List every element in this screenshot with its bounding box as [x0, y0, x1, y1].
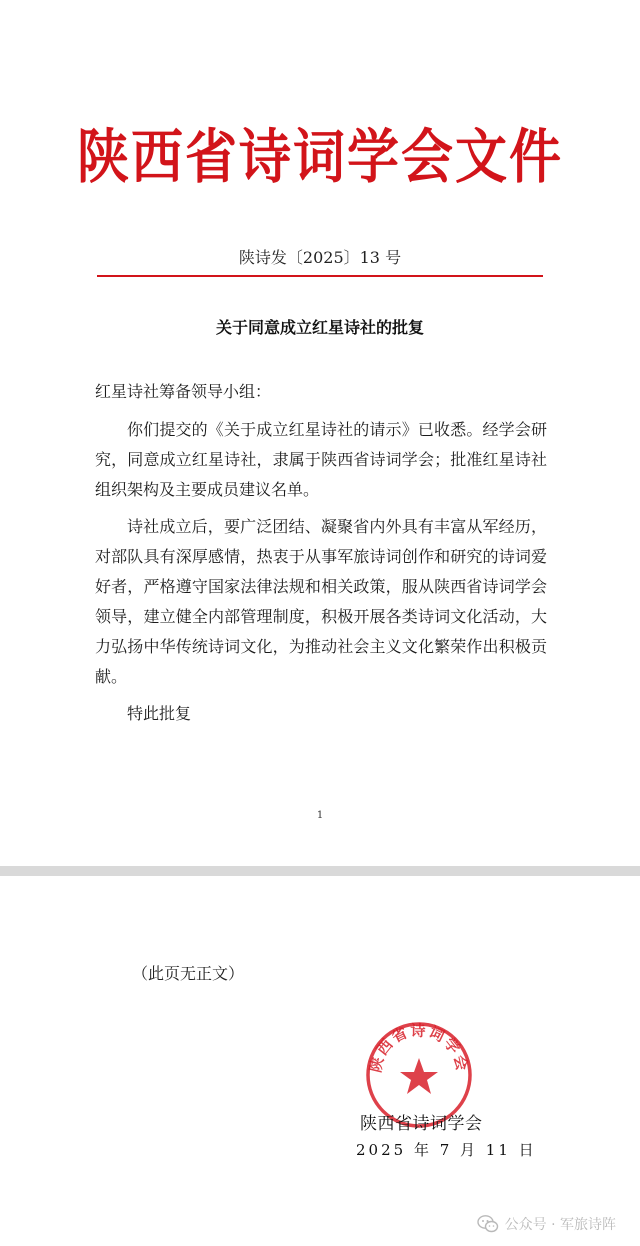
wechat-watermark [477, 1212, 616, 1236]
wechat-icon [477, 1214, 499, 1234]
document-page-2 [0, 876, 640, 1246]
svg-text:陕西省诗词学会: 陕西省诗词学会 [366, 1021, 472, 1075]
document-body [95, 377, 547, 729]
signing-date: 2025 年 7 月 11 日 [356, 1141, 537, 1159]
page-separator [0, 866, 640, 876]
signing-organization: 陕西省诗词学会 [360, 1114, 483, 1134]
red-divider-line [97, 275, 543, 277]
watermark-text: 公众号 · 军旅诗阵 [504, 1217, 616, 1233]
addressee: 红星诗社筹备领导小组： [95, 382, 272, 401]
body-paragraph: 你们提交的《关于成立红星诗社的请示》已收悉。经学会研究，同意成立红星诗社，隶属于陕西省诗词学会；批准红星诗社组织架构及主要成员建议名单。 [95, 420, 547, 499]
closing-phrase: 特此批复 [127, 704, 192, 723]
body-paragraph: 诗社成立后，要广泛团结、凝聚省内外具有丰富从军经历，对部队具有深厚感情，热衷于从事军旅诗词创作和研究的诗词爱好者，严格遵守国家法律法规和相关政策，服从陕西省诗词学会领导，建立健全内部管理制度，积极开展各类诗词文化活动，大力弘扬中华传统诗词文化，为推动社会主义文化繁荣作出积极贡献。 [95, 517, 547, 686]
document-number: 陕诗发〔2025〕13 号 [238, 248, 402, 267]
no-body-text-note: （此页无正文） [132, 964, 245, 983]
page-number: 1 [316, 810, 324, 821]
organization-header-title: 陕西省诗词学会文件 [76, 123, 563, 192]
document-subject: 关于同意成立红星诗社的批复 [215, 318, 424, 337]
